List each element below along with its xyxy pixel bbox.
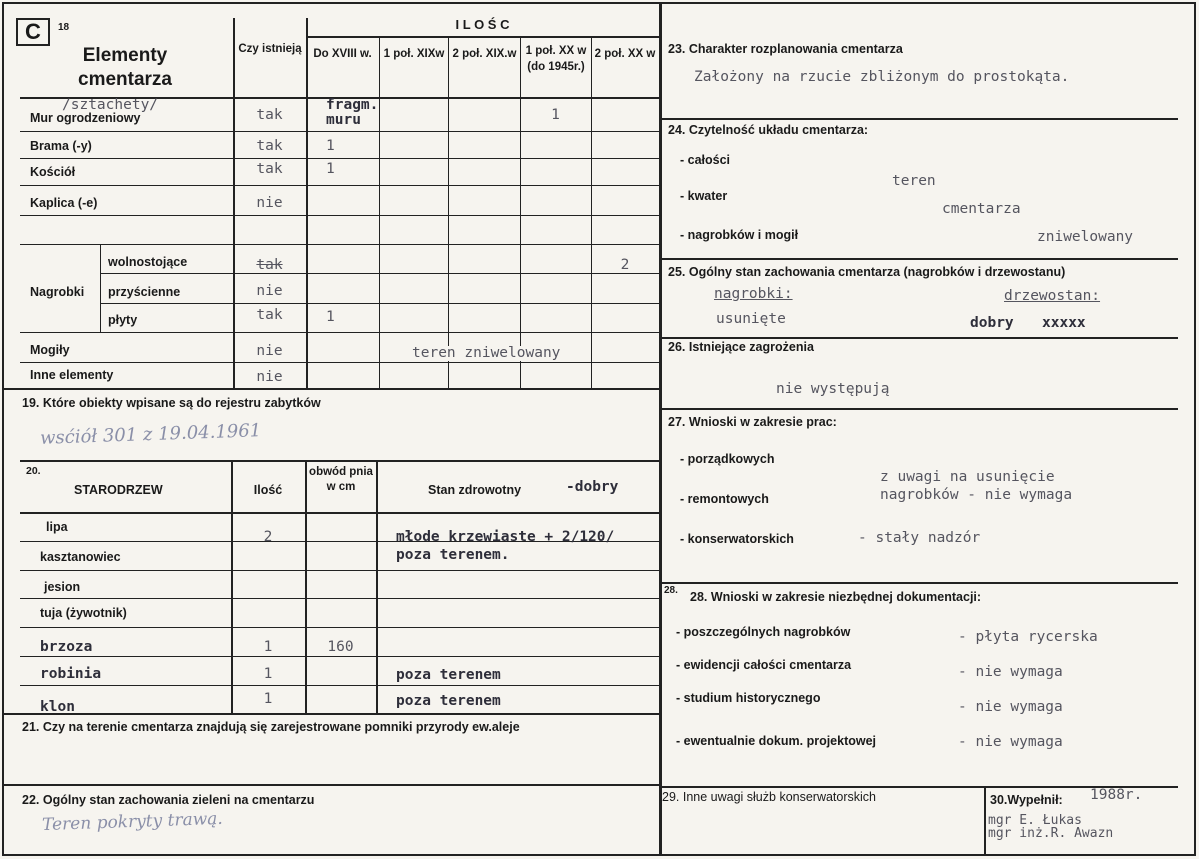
grid-line (661, 582, 1178, 584)
starodrzew-header: STARODRZEW (74, 483, 163, 497)
grid-line (661, 118, 1178, 120)
drzewostan-strike: xxxxx (1042, 315, 1086, 331)
row-label: Inne elementy (30, 368, 114, 382)
section-30-year: 1988r. (1090, 787, 1143, 803)
section-30-name: mgr E. Łukas (988, 813, 1082, 828)
row-label: Kościół (30, 165, 76, 179)
row-label: Mur ogrodzeniowy (30, 111, 141, 125)
tree-name: kasztanowiec (40, 550, 121, 564)
section-28-item: - poszczególnych nagrobków (676, 625, 851, 639)
tree-qty: 1 (263, 639, 273, 655)
qty-value: 1 (326, 138, 335, 154)
exists-value: nie (256, 369, 283, 385)
grid-line (661, 408, 1178, 410)
tree-qty-header: Ilość (253, 483, 283, 497)
section-28-value: - nie wymaga (958, 664, 1063, 680)
section-22-label: 22. Ogólny stan zachowania zieleni na cmentarzu (22, 793, 315, 807)
tree-note: poza terenem (396, 693, 501, 709)
grid-line (100, 244, 101, 332)
qty-value: 2 (620, 257, 630, 273)
nagrobki-sub-label: płyty (108, 313, 138, 327)
exists-value: tak (256, 257, 283, 273)
drzewostan-state: dobry (970, 315, 1014, 331)
section-28-item: - ewidencji całości cmentarza (676, 658, 852, 672)
section-28-num: 28. (664, 585, 678, 596)
period-header: Do XVIII w. (313, 48, 372, 60)
exists-value: tak (256, 107, 283, 123)
grid-line (20, 332, 659, 333)
section-19-hand: wsćiół 301 z 19.04.1961 (39, 420, 262, 449)
section-27-item: - remontowych (680, 492, 769, 506)
grid-line (20, 362, 659, 363)
exists-value: tak (256, 138, 283, 154)
section-24-item: - całości (680, 153, 731, 167)
section-27-value: z uwagi na usunięcie (880, 469, 1055, 485)
col-qty-header: I L O Ś C (455, 17, 510, 32)
exists-value: nie (256, 283, 283, 299)
qty-value: 1 (326, 309, 335, 325)
grid-line (591, 36, 592, 388)
corner-letter: C (16, 18, 50, 46)
period-header: 2 poł. XX w (594, 48, 656, 60)
grid-line (376, 460, 378, 713)
exists-value: nie (256, 195, 283, 211)
tree-name: jesion (44, 580, 81, 594)
nagrobki-sub-label: przyścienne (108, 285, 181, 299)
grid-line (306, 36, 659, 38)
nagrobki-label: Nagrobki (30, 285, 85, 299)
section-24-value: teren (892, 173, 936, 189)
tree-qty: 2 (263, 529, 273, 545)
nagrobki-heading: nagrobki: (714, 286, 793, 302)
exists-value: tak (256, 307, 283, 323)
grid-line (448, 36, 449, 388)
exists-value: tak (256, 161, 283, 177)
qty-value: fragm. muru (326, 97, 379, 129)
exists-value: nie (256, 343, 283, 359)
col-exists-header: Czy istnieją (238, 43, 302, 55)
grid-line (20, 656, 659, 657)
grid-line (20, 627, 659, 628)
section-26-label: 26. Istniejące zagrożenia (668, 340, 814, 354)
section-24-value: cmentarza (942, 201, 1021, 217)
section-23-label: 23. Charakter rozplanowania cmentarza (668, 42, 903, 56)
grid-line (20, 215, 659, 216)
section-25-label: 25. Ogólny stan zachowania cmentarza (nagrobków i drzewostanu) (668, 265, 1066, 279)
tree-qty: 1 (263, 666, 273, 682)
section-28-item: - ewentualnie dokum. projektowej (676, 734, 877, 748)
tree-health-header: Stan zdrowotny (428, 483, 522, 497)
section-30-label: 30.Wypełnił: (990, 793, 1063, 807)
grid-line (20, 512, 659, 514)
period-header: 2 poł. XIX.w (452, 48, 517, 60)
period-header: 1 poł. XIXw (383, 48, 445, 60)
grid-line (20, 158, 659, 159)
grid-line (661, 258, 1178, 260)
section-19-label: 19. Które obiekty wpisane są do rejestru zabytków (22, 396, 321, 410)
qty-value: 1 (551, 107, 560, 123)
col-elements-header: Elementy cmentarza (78, 45, 172, 90)
grid-line (20, 460, 659, 462)
section-24-value: zniwelowany (1037, 229, 1134, 245)
grid-line (2, 388, 659, 390)
section-28-label: 28. Wnioski w zakresie niezbędnej dokumentacji: (690, 590, 982, 604)
grid-line (20, 685, 659, 686)
section-29-label: 29. Inne uwagi służb konserwatorskich (662, 790, 877, 804)
drzewostan-heading: drzewostan: (1004, 288, 1101, 304)
period-header: 1 poł. XX w (do 1945r.) (525, 45, 587, 73)
grid-line (2, 713, 659, 715)
grid-line (100, 273, 659, 274)
grid-line (520, 36, 521, 388)
section-28-value: - nie wymaga (958, 699, 1063, 715)
nagrobki-state: usunięte (716, 311, 786, 327)
tree-health-value: -dobry (566, 479, 619, 495)
grid-line (2, 784, 659, 786)
grid-line (20, 598, 659, 599)
section-20-num: 20. (26, 465, 41, 477)
grid-line (305, 460, 307, 713)
section-27-value: - stały nadzór (858, 530, 981, 546)
tree-name: tuja (żywotnik) (40, 606, 127, 620)
center-divider (659, 2, 662, 856)
tree-name: robinia (40, 666, 102, 682)
nagrobki-sub-label: wolnostojące (108, 255, 188, 269)
row-label: Mogiły (30, 343, 70, 357)
section-24-item: - kwater (680, 189, 728, 203)
mogily-note: teren zniwelowany (412, 345, 561, 361)
section-24-item: - nagrobków i mogił (680, 228, 799, 242)
grid-line (379, 36, 380, 388)
section-28-value: - płyta rycerska (958, 629, 1098, 645)
tree-qty: 1 (263, 691, 273, 707)
row-note: /sztachety/ (62, 97, 159, 113)
row-label: Kaplica (-e) (30, 196, 98, 210)
grid-line (20, 244, 659, 245)
section-27-label: 27. Wnioski w zakresie prac: (668, 415, 837, 429)
section-28-item: - studium historycznego (676, 691, 821, 705)
row-label: Brama (-y) (30, 139, 92, 153)
grid-line (661, 337, 1178, 339)
tree-circ: 160 (327, 639, 354, 655)
section-26-value: nie występują (776, 381, 890, 397)
tree-note: poza terenem. (396, 547, 510, 563)
qty-value: 1 (326, 161, 335, 177)
section-23-value: Założony na rzucie zbliżonym do prostokąta. (694, 69, 1070, 85)
grid-line (100, 303, 659, 304)
tree-note: młode krzewiaste + 2/120/ (396, 529, 615, 545)
tree-note: poza terenem (396, 667, 501, 683)
tree-name: klon (40, 699, 75, 715)
grid-line (984, 786, 986, 856)
corner-number: 18 (58, 22, 70, 33)
section-27-item: - porządkowych (680, 452, 775, 466)
section-22-hand: Teren pokryty trawą. (41, 808, 224, 836)
section-27-item: - konserwatorskich (680, 532, 794, 546)
grid-line (20, 185, 659, 186)
section-30-name: mgr inż.R. Awazn (988, 826, 1114, 841)
tree-name: brzoza (40, 639, 93, 655)
section-27-value: nagrobków - nie wymaga (880, 487, 1073, 503)
section-24-label: 24. Czytelność układu cmentarza: (668, 123, 869, 137)
grid-line (20, 131, 659, 132)
grid-line (20, 570, 659, 571)
tree-circ-header: obwód pnia w cm (309, 466, 373, 493)
section-21-label: 21. Czy na terenie cmentarza znajdują się zarejestrowane pomniki przyrody ew.aleje (22, 720, 520, 734)
tree-name: lipa (46, 520, 68, 534)
section-28-value: - nie wymaga (958, 734, 1063, 750)
